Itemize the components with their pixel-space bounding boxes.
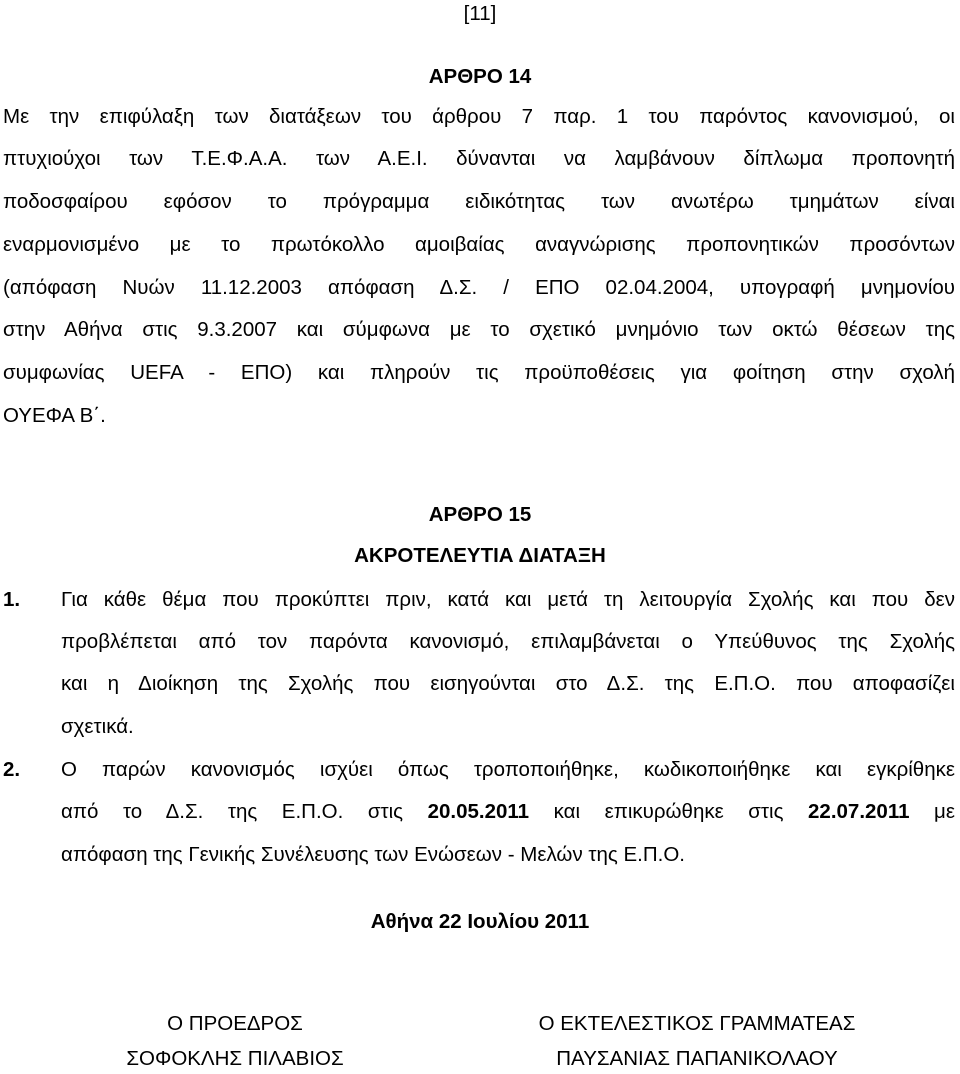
paragraph-1-number: 1. bbox=[3, 588, 21, 611]
secretary-name: ΠΑΥΣΑΝΙΑΣ ΠΑΠΑΝΙΚΟΛΑΟΥ bbox=[556, 1047, 838, 1070]
article-14-line: πτυχιούχοι των Τ.Ε.Φ.Α.Α. των Α.Ε.Ι. δύνανται να λαμβάνουν δίπλωμα προπονητή bbox=[3, 147, 955, 170]
article-15-title: ΑΡΘΡΟ 15 bbox=[428, 503, 532, 526]
paragraph-2-text: και επικυρώθηκε στις bbox=[529, 800, 809, 823]
article-14-line: (απόφαση Νυών 11.12.2003 απόφαση Δ.Σ. / ΕΠΟ 02.04.2004, υπογραφή μνημονίου bbox=[3, 276, 955, 299]
paragraph-2-text: από το Δ.Σ. της Ε.Π.Ο. στις bbox=[61, 800, 428, 823]
paragraph-2-number: 2. bbox=[3, 758, 21, 781]
article-14-line-last: ΟΥΕΦΑ Β΄. bbox=[3, 404, 106, 427]
article-14-title: ΑΡΘΡΟ 14 bbox=[428, 65, 532, 88]
paragraph-2-line-last: απόφαση της Γενικής Συνέλευσης των Ενώσεων - Μελών της Ε.Π.Ο. bbox=[61, 843, 685, 866]
paragraph-1-line: προβλέπεται από τον παρόντα κανονισμό, επιλαμβάνεται ο Υπεύθυνος της Σχολής bbox=[61, 630, 955, 653]
paragraph-2-line: Ο παρών κανονισμός ισχύει όπως τροποποιήθηκε, κωδικοποιήθηκε και εγκρίθηκε bbox=[61, 758, 955, 781]
paragraph-2-text: με bbox=[909, 800, 955, 823]
president-name: ΣΟΦΟΚΛΗΣ ΠΙΛΑΒΙΟΣ bbox=[126, 1047, 344, 1070]
approval-date: 20.05.2011 bbox=[427, 800, 530, 823]
secretary-title: Ο ΕΚΤΕΛΕΣΤΙΚΟΣ ΓΡΑΜΜΑΤΕΑΣ bbox=[538, 1012, 856, 1035]
ratification-date: 22.07.2011 bbox=[808, 800, 910, 823]
article-14-line: Με την επιφύλαξη των διατάξεων του άρθρου 7 παρ. 1 του παρόντος κανονισμού, οι bbox=[3, 105, 955, 128]
paragraph-1-line: και η Διοίκηση της Σχολής που εισηγούνται στο Δ.Σ. της Ε.Π.Ο. που αποφασίζει bbox=[61, 672, 955, 695]
article-15-subtitle: ΑΚΡΟΤΕΛΕΥΤΙΑ ΔΙΑΤΑΞΗ bbox=[354, 544, 606, 567]
paragraph-1-line-last: σχετικά. bbox=[61, 715, 134, 738]
paragraph-1-line: Για κάθε θέμα που προκύπτει πριν, κατά και μετά τη λειτουργία Σχολής και που δεν bbox=[61, 588, 955, 611]
article-14-line: συμφωνίας UEFA - ΕΠΟ) και πληρούν τις προϋποθέσεις για φοίτηση στην σχολή bbox=[3, 361, 955, 384]
article-14-line: εναρμονισμένο με το πρωτόκολλο αμοιβαίας αναγνώρισης προπονητικών προσόντων bbox=[3, 233, 955, 256]
article-14-line: στην Αθήνα στις 9.3.2007 και σύμφωνα με το σχετικό μνημόνιο των οκτώ θέσεων της bbox=[3, 318, 955, 341]
president-title: Ο ΠΡΟΕΔΡΟΣ bbox=[167, 1012, 303, 1035]
date-place: Αθήνα 22 Ιουλίου 2011 bbox=[370, 910, 590, 933]
paragraph-2-line-dates bbox=[61, 802, 955, 823]
page-number: [11] bbox=[463, 2, 497, 25]
article-14-line: ποδοσφαίρου εφόσον το πρόγραμμα ειδικότητας των ανωτέρω τμημάτων είναι bbox=[3, 190, 955, 213]
